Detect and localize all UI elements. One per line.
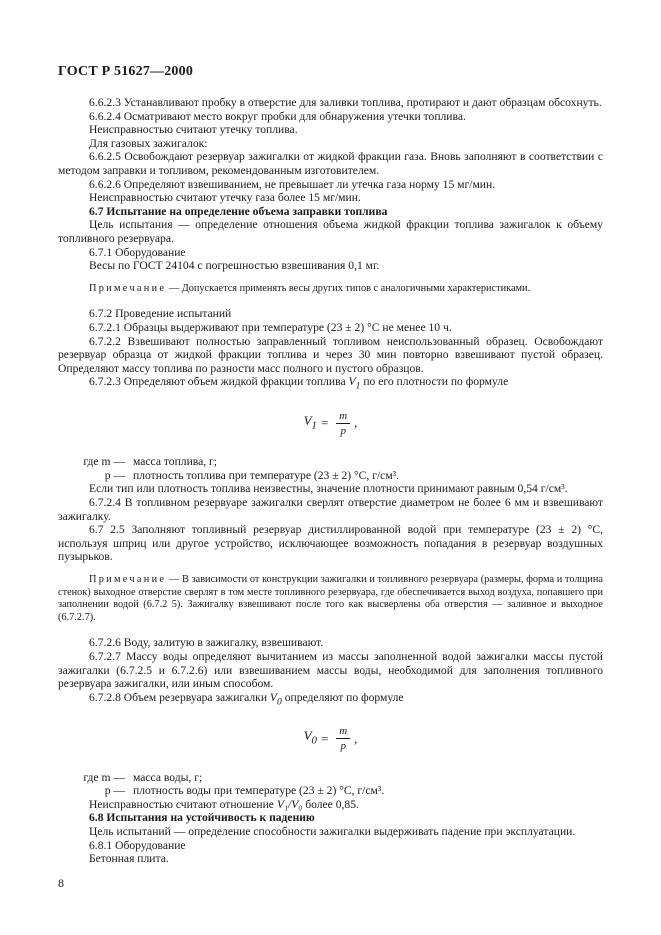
where-m-water: [58, 771, 603, 785]
paragraph-6-7-1: 6.7.1 Оборудование: [89, 245, 186, 259]
text-run: 6.7.2.8 Объем резервуара зажигалки: [89, 690, 270, 704]
where-m-fuel: [58, 455, 603, 469]
symbol-v0: [269, 690, 282, 707]
text-run: по его плотности по формуле: [360, 375, 509, 389]
fraction-denominator: p: [340, 424, 346, 437]
equals-sign: =: [316, 415, 333, 431]
paragraph-6-6-2-5: 6.6.2.5 Освобождают резервуар зажигалки от жидкой фракции газа. Вновь заполняют в соответствии с методом заправки и топливом, рекомендованным изготовителем.: [58, 150, 603, 177]
where-def: плотность топлива при температуре (23 ± 2) °С, г/см³.: [133, 468, 400, 482]
where-p-water: [58, 784, 603, 798]
where-symbol: p —: [104, 468, 125, 482]
paragraph-scales: Весы по ГОСТ 24104 с погрешностью взвешивания 0,1 мг.: [89, 259, 380, 273]
fraction-denominator: p: [340, 740, 346, 753]
symbol-subscript: 0: [277, 696, 282, 707]
symbol-letter: V: [348, 375, 356, 389]
document-body: [58, 96, 603, 866]
where-symbol: где m —: [83, 770, 125, 784]
paragraph-concrete-slab: Бетонная плита.: [89, 852, 169, 866]
formula-var: V: [303, 728, 312, 743]
formula-tail: ,: [354, 415, 358, 431]
formula-var: V: [303, 412, 312, 428]
where-p-fuel: [58, 469, 603, 483]
note-scales: [58, 283, 603, 296]
symbol-letter: V: [269, 690, 278, 704]
paragraph-6-7-2-2: 6.7.2.2 Взвешивают полностью заправленный топливом неиспользованный образец. Освобождают резервуар образца от жидкой фракции топлива и через 30 мин повторно взвешивают пустой образец. Определяют массу топлива по разности масс полного и пустого образцов.: [58, 334, 603, 375]
paragraph-gas-lighters: Для газовых зажигалок:: [89, 136, 208, 150]
paragraph-fault-gas-leak: Неисправностью считают утечку газа более 15 мг/мин.: [89, 191, 361, 205]
symbol-v1: [348, 375, 361, 392]
formula-sub: 1: [311, 419, 317, 432]
equals-sign: =: [316, 730, 333, 746]
paragraph-6-7-2-6: 6.7.2.6 Воду, залитую в зажигалку, взвешивают.: [89, 636, 324, 650]
formula-lhs: [304, 414, 317, 433]
section-heading-6-8: 6.8 Испытания на устойчивость к падению: [89, 811, 315, 825]
formula-v1: [58, 405, 603, 441]
paragraph-purpose-6-8: Цель испытаний — определение способности зажигалки выдерживать падение при эксплуатации.: [89, 824, 576, 838]
where-def: плотность воды при температуре (23 ± 2) °С, г/см³.: [133, 784, 385, 798]
paragraph-6-7-2-4: 6.7.2.4 В топливном резервуаре зажигалки сверлят отверстие диаметром не более 6 мм и взвешивают зажигалку.: [58, 495, 603, 523]
paragraph-6-6-2-6: 6.6.2.6 Определяют взвешиванием, не превышает ли утечка газа норму 15 мг/мин.: [89, 177, 496, 191]
paragraph-6-7-2-1: 6.7.2.1 Образцы выдерживают при температуре (23 ± 2) °С не менее 10 ч.: [89, 320, 452, 334]
formula-v0: [58, 721, 603, 757]
paragraph-6-8-1: 6.8.1 Оборудование: [89, 838, 186, 852]
fraction-numerator: m: [336, 409, 350, 424]
text-run: определяют по формуле: [281, 690, 404, 704]
text-run: более 0,85.: [302, 797, 359, 811]
paragraph-6-7-2-3: [58, 375, 603, 393]
formula-sub: 0: [311, 734, 317, 747]
ratio-symbol: V₁/V₀: [276, 797, 303, 811]
formula-tail: ,: [354, 730, 358, 746]
fraction: [336, 724, 350, 753]
note-text: — Допускается применять весы других типов с аналогичными характеристиками.: [166, 282, 531, 294]
symbol-subscript: 1: [355, 380, 361, 392]
page-number: 8: [58, 876, 64, 890]
fraction-numerator: m: [336, 724, 350, 739]
paragraph-6-7-2-8: [58, 691, 603, 709]
note-text: — В зависимости от конструкции зажигалки и топливного резервуара (размеры, форма и толщина стенок) выходное отверстие сверлят в том месте топливного резервуара, где обеспечивается выход воздуха, попавшего при заполнении водой (6.7.2 5). Зажигалку взвешивают после того как высверлены оба отверстия — заливное и выходное (6.7.2.7).: [58, 573, 603, 623]
where-def: масса воды, г;: [133, 770, 203, 784]
paragraph-6-7-2-7: 6.7.2.7 Массу воды определяют вычитанием из массы заполненной водой зажигалки массы пустой зажигалки (6.7.2.5 и 6.7.2.6) или взвешиванием массы воды, необходимой для заполнения топливного резервуара зажигалки, или иным способом.: [58, 649, 603, 691]
paragraph-fault-fuel-leak: Неисправностью считают утечку топлива.: [89, 123, 298, 137]
paragraph-6-6-2-3: 6.6.2.3 Устанавливают пробку в отверстие для заливки топлива, протирают и дают образцам обсохнуть.: [89, 96, 602, 109]
paragraph-density-default: Если тип или плотность топлива неизвестны, значение плотности принимают равным 0,54 г/см³.: [89, 482, 568, 496]
text-run: 6.7.2.3 Определяют объем жидкой фракции топлива: [89, 375, 349, 389]
where-symbol: где m —: [83, 455, 125, 469]
paragraph-purpose-6-7: Цель испытания — определение отношения объема жидкой фракции топлива зажигалок к объему топливного резервуара.: [58, 218, 603, 245]
text-run: Неисправностью считают отношение: [89, 797, 277, 811]
fraction: [336, 409, 350, 438]
formula-lhs: [304, 729, 317, 748]
paragraph-fault-ratio: [58, 798, 603, 812]
paragraph-6-7-2: 6.7.2 Проведение испытаний: [89, 307, 232, 321]
paragraph-6-6-2-4: 6.6.2.4 Осматривают место вокруг пробки для обнаружения утечки топлива.: [89, 109, 466, 123]
standard-header: ГОСТ Р 51627—2000: [58, 64, 194, 79]
paragraph-6-7-2-5: 6.7 2.5 Заполняют топливный резервуар дистиллированной водой при температуре (23 ± 2) °С, используя шприц или другое устройство, исключающее возможность попадания в резервуар воздушных пузырьков.: [58, 523, 603, 564]
note-label: Примечание: [89, 282, 167, 294]
where-def: масса топлива, г;: [133, 455, 218, 469]
note-drilling: [58, 574, 603, 624]
section-heading-6-7: 6.7 Испытание на определение объема заправки топлива: [89, 204, 388, 218]
note-label: Примечание: [89, 573, 167, 585]
where-symbol: p —: [104, 784, 125, 798]
